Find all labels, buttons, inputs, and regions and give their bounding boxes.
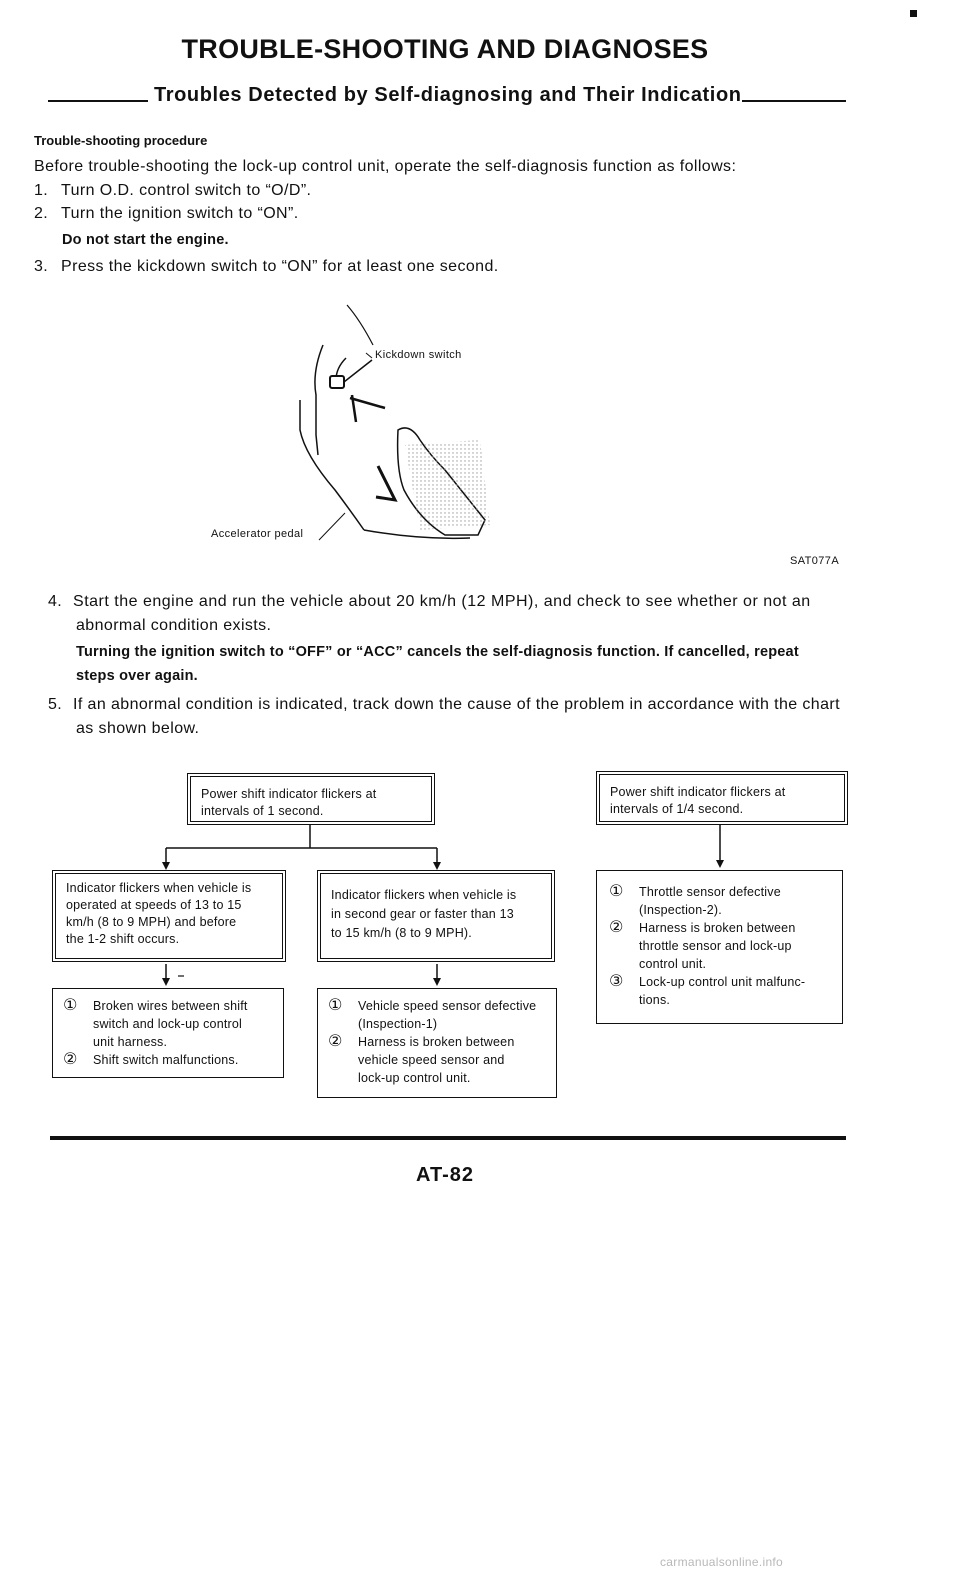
cause-item [328, 997, 550, 1033]
step-text: Turn the ignition switch to “ON”. [61, 205, 299, 222]
cause-item [609, 973, 834, 1009]
step-4-note-line2: steps over again. [76, 668, 198, 684]
cause-line: Lock-up control unit malfunc- [639, 975, 806, 989]
accelerator-pedal-label: Accelerator pedal [211, 528, 304, 540]
section-heading: Trouble-shooting procedure [34, 133, 208, 148]
cause-number: ③ [609, 973, 624, 990]
cause-line: tions. [639, 993, 671, 1007]
flowchart-top-right-box [596, 771, 848, 825]
step-number: 2. [34, 205, 49, 222]
pedal-leader-line [319, 513, 345, 540]
cause-line: Vehicle speed sensor defective [358, 999, 537, 1013]
cause-item [609, 919, 834, 973]
flowchart-right-causes-box [596, 870, 843, 1024]
box-line: Indicator flickers when vehicle is [66, 881, 252, 895]
step-text: Turn O.D. control switch to “O/D”. [61, 182, 312, 199]
box-line: intervals of 1/4 second. [610, 802, 744, 816]
cause-line: Harness is broken between [639, 921, 796, 935]
figure-code: SAT077A [790, 555, 840, 567]
watermark: carmanualsonline.info [660, 1555, 784, 1569]
flowchart-center-causes-box [317, 988, 557, 1098]
cause-line: Harness is broken between [358, 1035, 515, 1049]
cause-number: ① [609, 883, 624, 900]
step-4-line2: abnormal condition exists. [76, 617, 272, 634]
page-subtitle: Troubles Detected by Self-diagnosing and Their Indication [154, 84, 742, 106]
page-title: TROUBLE-SHOOTING AND DIAGNOSES [181, 34, 709, 64]
box-line: km/h (8 to 9 MPH) and before [66, 915, 237, 929]
cause-line: unit harness. [93, 1035, 168, 1049]
step-text: Press the kickdown switch to “ON” for at least one second. [61, 258, 499, 275]
box-line: operated at speeds of 13 to 15 [66, 898, 242, 912]
cause-number: ① [328, 997, 343, 1014]
cause-number: ② [609, 919, 624, 936]
step-number: 4. [48, 593, 63, 610]
kickdown-foot-illustration [300, 305, 490, 538]
flowchart-top-left-box [187, 773, 435, 825]
intro-text: Before trouble-shooting the lock-up control unit, operate the self-diagnosis function as follows: [34, 158, 737, 175]
cause-number: ② [328, 1033, 343, 1050]
step-5-line2: as shown below. [76, 720, 200, 737]
cause-line: Broken wires between shift [93, 999, 248, 1013]
footer-rule [50, 1136, 846, 1140]
step-4 [48, 591, 811, 613]
cause-number: ② [63, 1051, 78, 1068]
step-4-note-line1: Turning the ignition switch to “OFF” or “ACC” cancels the self-diagnosis function. If cancelled, repeat [76, 644, 799, 660]
cause-number: ① [63, 997, 78, 1014]
box-line: Power shift indicator flickers at [610, 785, 786, 799]
kickdown-leader-line [366, 353, 372, 358]
step-number: 3. [34, 258, 49, 275]
cause-line: lock-up control unit. [358, 1071, 471, 1085]
cause-line: (Inspection-2). [639, 903, 722, 917]
flowchart-mid-center-box [317, 870, 555, 962]
box-line: to 15 km/h (8 to 9 MPH). [331, 926, 472, 940]
page-number: AT-82 [416, 1164, 474, 1186]
cause-line: vehicle speed sensor and [358, 1053, 505, 1067]
cause-item [63, 1051, 277, 1069]
box-line: the 1-2 shift occurs. [66, 932, 180, 946]
box-line: Indicator flickers when vehicle is [331, 888, 517, 902]
cause-item [609, 883, 834, 919]
cause-line: switch and lock-up control [93, 1017, 243, 1031]
step-number: 1. [34, 182, 49, 199]
cause-line: (Inspection-1) [358, 1017, 438, 1031]
flowchart-left-causes-box [52, 988, 284, 1078]
cause-line: throttle sensor and lock-up [639, 939, 792, 953]
cause-item [328, 1033, 550, 1087]
box-line: in second gear or faster than 13 [331, 907, 514, 921]
box-line: Power shift indicator flickers at [201, 787, 377, 801]
cause-line: Shift switch malfunctions. [93, 1053, 239, 1067]
cause-line: control unit. [639, 957, 707, 971]
cause-item [63, 997, 277, 1051]
kickdown-switch-label: Kickdown switch [375, 349, 462, 361]
flowchart-mid-left-box [52, 870, 286, 962]
step-note: Do not start the engine. [62, 232, 229, 248]
box-line: intervals of 1 second. [201, 804, 324, 818]
step-text-line1: If an abnormal condition is indicated, track down the cause of the problem in accordance with the chart [73, 696, 840, 713]
cause-line: Throttle sensor defective [639, 885, 781, 899]
step-text-line1: Start the engine and run the vehicle about 20 km/h (12 MPH), and check to see whether or not an [73, 593, 811, 610]
step-number: 5. [48, 696, 63, 713]
step-5 [48, 694, 840, 716]
